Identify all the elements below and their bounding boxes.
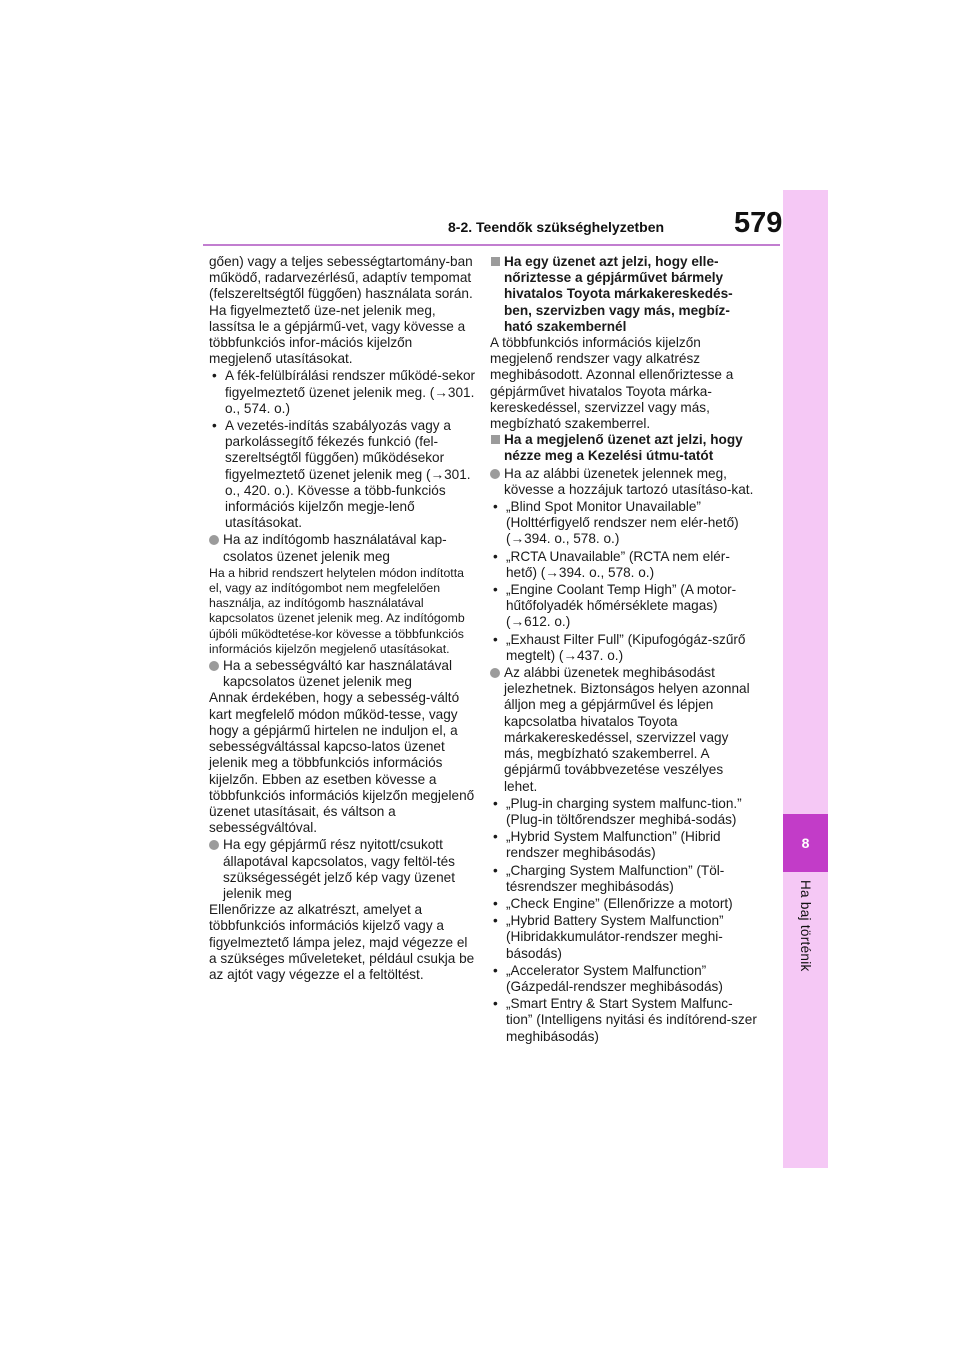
list-item <box>490 913 758 962</box>
heading-text: Az alábbi üzenetek meghibásodást jelezhetnek. Biztonságos helyen azonnal álljon meg a gépjárművel és lépjen kapcsolatba hivatalos Toyota márkakereskedéssel, szervizzel vagy más, megbízható szakemberrel. A gépjármű továbbvezetése veszélyes lehet. <box>504 665 750 794</box>
chapter-number: 8 <box>801 835 810 851</box>
list-item <box>490 829 758 861</box>
list-item-text: „Blind Spot Monitor Unavailable” (Holttérfigyelő rendszer nem elér-hető)(→394. o., 578. o.) <box>506 499 739 547</box>
circle-bullet-icon <box>209 661 219 671</box>
bullet-icon: • <box>493 499 498 515</box>
bullet-icon: • <box>493 996 498 1012</box>
square-bullet-icon <box>491 257 500 266</box>
page-number: 579 <box>734 207 783 239</box>
list-item <box>209 418 477 531</box>
heading-text: Ha az alábbi üzenetek jelennek meg, kövesse a hozzájuk tartozó utasításo-kat. <box>504 465 754 497</box>
list-item-text: A vezetés-indítás szabályozás vagy a parkolássegítő fékezés funkció (fel-szereltségtől függően) működésekor figyelmeztető üzenet jelenik meg (→301. o., 420. o.). Kövesse a több-funkciós információs kijelzőn megje-lenő utasításokat. <box>225 418 471 531</box>
list-item-text: „Check Engine” (Ellenőrizze a motort) <box>506 895 733 911</box>
list-item-text: „Charging System Malfunction” (Töl-tésrendszer meghibásodás) <box>506 862 725 894</box>
list-item <box>209 368 477 417</box>
bullet-icon: • <box>493 829 498 845</box>
circle-bullet-icon <box>490 469 500 479</box>
bullet-icon: • <box>493 913 498 929</box>
chapter-number-badge <box>783 814 828 872</box>
list-item <box>490 796 758 828</box>
bullet-icon: • <box>493 962 498 978</box>
chapter-side-tab <box>783 190 828 1168</box>
circle-bullet-icon <box>209 840 219 850</box>
list-item <box>490 549 758 581</box>
right-column <box>490 254 758 1046</box>
power-switch-heading <box>209 532 477 564</box>
list-item-text: „Hybrid Battery System Malfunction” (Hibridakkumulátor-rendszer meghi-básodás) <box>506 913 724 961</box>
list-item-text: „Hybrid System Malfunction” (Hibrid rendszer meghibásodás) <box>506 829 721 861</box>
open-part-text: Ellenőrizze az alkatrészt, amelyet a többfunkciós információs kijelző vagy a figyelmeztető lámpa jelez, majd végezze el a szükséges műveleteket, például csukja be az ajtót vagy végezze el a feltöltést. <box>209 902 475 982</box>
manual-heading <box>490 432 758 464</box>
bullet-icon: • <box>212 368 217 384</box>
malfunction-list <box>490 796 758 1045</box>
list-item-text: „Plug-in charging system malfunc-tion.” (Plug-in töltőrendszer meghibá-sodás) <box>506 795 742 827</box>
heading-text: Ha egy üzenet azt jelzi, hogy elle-nőriztesse a gépjárművet bármely hivatalos Toyota márkakereskedés-ben, szervizben vagy más, megbíz-ható szakembernél <box>504 254 733 334</box>
list-item-text: „RCTA Unavailable” (RCTA nem elér-hető) (→394. o., 578. o.) <box>506 548 730 580</box>
list-item-text: A fék-felülbírálási rendszer működé-sekor figyelmeztető üzenet jelenik meg. (→301. o., 574. o.) <box>225 368 476 416</box>
bullet-icon: • <box>493 582 498 598</box>
shift-lever-text: Annak érdekében, hogy a sebesség-váltó kart megfelelő módon működ-tesse, vagy hogy a gépjármű hirtelen ne induljon el, a sebességváltással kapcso-latos üzenet jelenik meg a többfunkciós információs kijelzőn. Ebben az esetben kövesse a többfunkciós információs kijelzőn megjelenő üzenet utasításait, és váltson a sebességváltóval. <box>209 690 475 836</box>
list-item-text: „Smart Entry & Start System Malfunc-tion” (Intelligens nyitási és indítórend-szer meghibásodás) <box>506 996 757 1044</box>
heading-text: Ha a sebességváltó kar használatával kapcsolatos üzenet jelenik meg <box>223 658 452 690</box>
malfunction-heading <box>490 665 758 795</box>
left-column <box>209 254 477 983</box>
list-item <box>490 582 758 631</box>
chapter-label: Ha baj történik <box>798 880 813 972</box>
bullet-icon: • <box>212 418 217 434</box>
bullet-icon: • <box>493 795 498 811</box>
list-item <box>490 896 758 912</box>
dealer-check-heading <box>490 254 758 335</box>
list-item <box>490 963 758 995</box>
list-item <box>490 632 758 664</box>
square-bullet-icon <box>491 435 500 444</box>
list-item <box>490 499 758 548</box>
intro-paragraph: gően) vagy a teljes sebességtartomány-ban működő, radarvezérlésű, adaptív tempomat (felszereltségtől függően) használata során. Ha figyelmeztető üze-net jelenik meg, lassítsa le a gépjármű-vet, vagy kövesse a többfunkciós infor-mációs kijelzőn megjelenő utasításokat. <box>209 254 473 367</box>
list-item <box>490 863 758 895</box>
message-list <box>490 499 758 664</box>
list-item-text: „Exhaust Filter Full” (Kipufogógáz-szűrő megtelt) (→437. o.) <box>506 631 746 663</box>
follow-instructions-heading <box>490 466 758 498</box>
heading-text: Ha egy gépjármű rész nyitott/csukott állapotával kapcsolatos, vagy feltöl-tés szükségességét jelző kép vagy üzenet jelenik meg <box>223 837 455 901</box>
heading-text: Ha az indítógomb használatával kap-csolatos üzenet jelenik meg <box>223 532 447 564</box>
bullet-icon: • <box>493 548 498 564</box>
heading-text: Ha a megjelenő üzenet azt jelzi, hogy nézze meg a Kezelési útmu-tatót <box>504 432 743 464</box>
list-item-text: „Accelerator System Malfunction” (Gázpedál-rendszer meghibásodás) <box>506 962 723 994</box>
shift-lever-heading <box>209 658 477 690</box>
dealer-check-text: A többfunkciós információs kijelzőn megjelenő rendszer vagy alkatrész meghibásodott. Azonnal ellenőriztesse a gépjárművet hivatalos Toyota márka-kereskedéssel, szervizzel vagy más, megbízható szakemberrel. <box>490 335 734 432</box>
bullet-icon: • <box>493 631 498 647</box>
header-divider <box>203 244 780 246</box>
power-switch-text: Ha a hibrid rendszert helytelen módon indította el, vagy az indítógombot nem megfelelően használja, az indítógomb használatával kapcsolatos üzenet jelenik meg. Az indítógomb újbóli működtetése-kor kövesse a többfunkciós információs kijelzőn megjelenő utasításokat. <box>209 565 465 656</box>
list-item-text: „Engine Coolant Temp High” (A motor-hűtőfolyadék hőmérséklete magas) (→612. o.) <box>506 582 737 630</box>
list-item <box>490 996 758 1045</box>
circle-bullet-icon <box>209 535 219 545</box>
circle-bullet-icon <box>490 668 500 678</box>
bullet-icon: • <box>493 862 498 878</box>
bullet-icon: • <box>493 895 498 911</box>
bullet-list <box>209 368 477 531</box>
section-title: 8-2. Teendők szükséghelyzetben <box>448 219 665 235</box>
open-part-heading <box>209 837 477 902</box>
